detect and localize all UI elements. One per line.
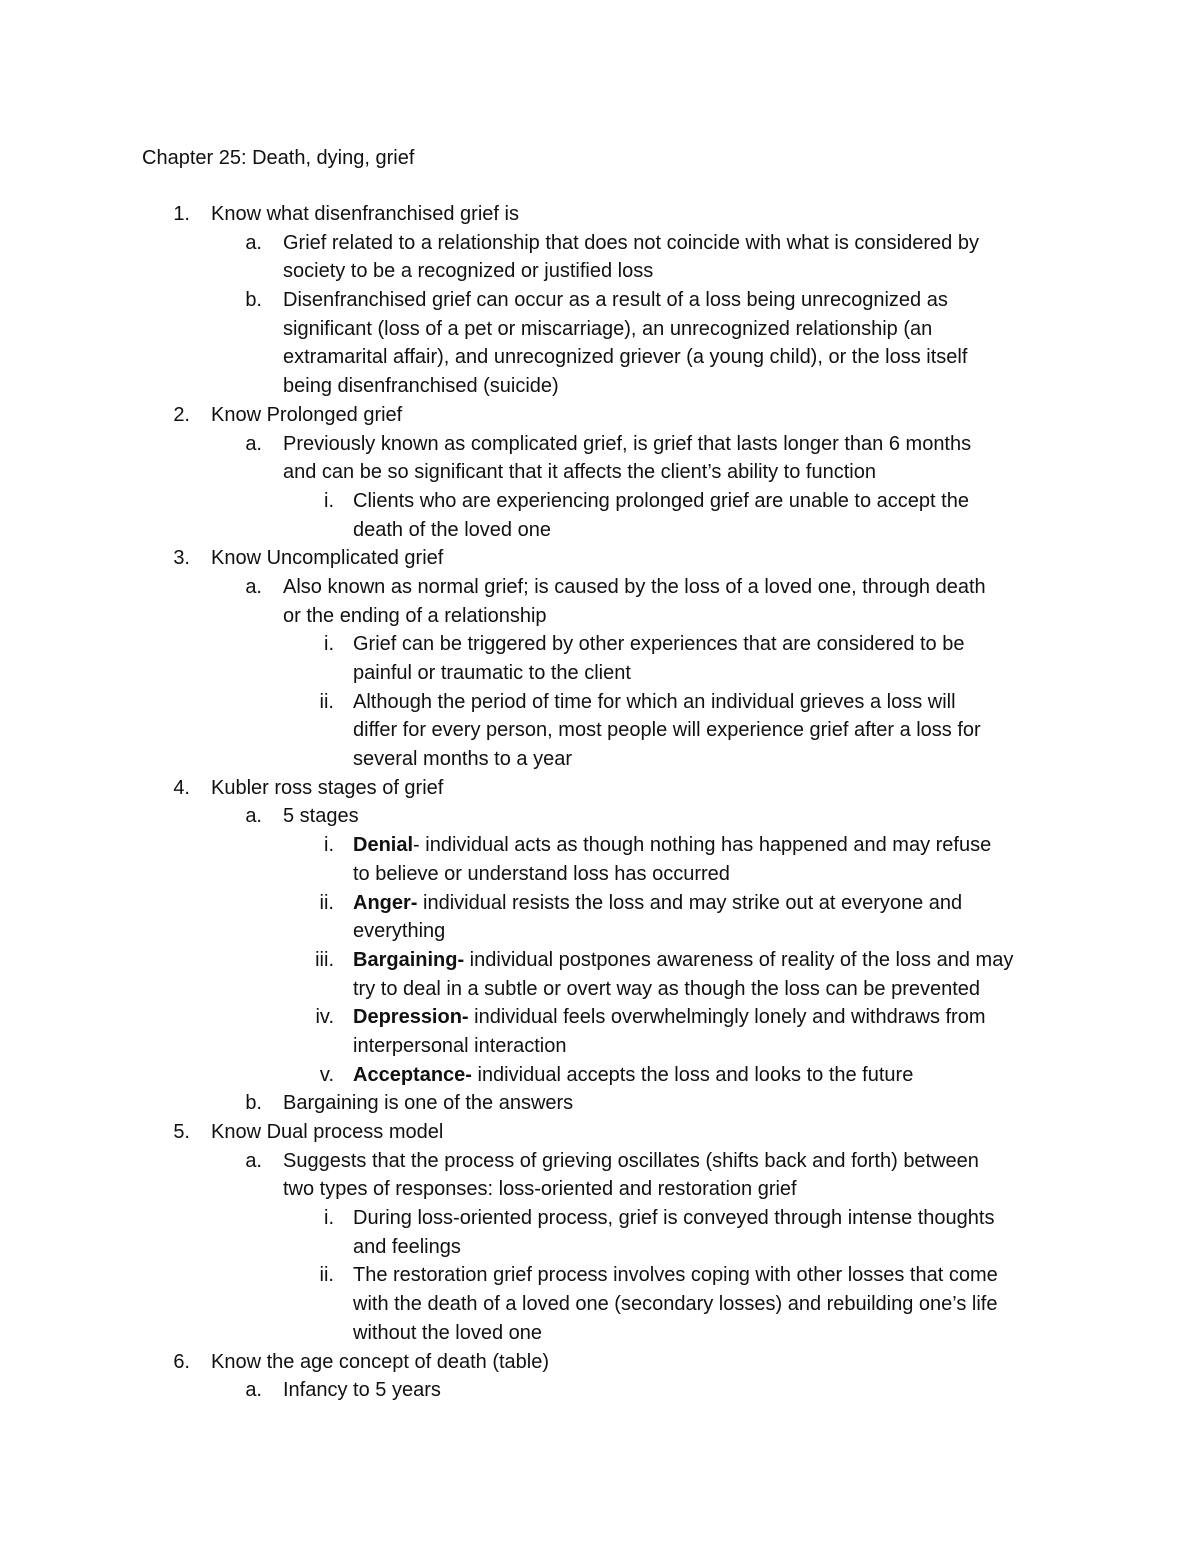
list-marker: 1. bbox=[173, 203, 190, 225]
item-line bbox=[0, 257, 1200, 286]
subitem-text: individual feels overwhelmingly lonely and withdraws from bbox=[468, 1006, 986, 1029]
subitem-text: interpersonal interaction bbox=[353, 1034, 567, 1057]
subitem-line bbox=[0, 860, 1200, 889]
item-text: being disenfranchised (suicide) bbox=[283, 375, 559, 398]
item-text: Previously known as complicated grief, is grief that lasts longer than 6 months bbox=[283, 432, 972, 455]
subitem-text: - individual acts as though nothing has happened and may refuse bbox=[413, 834, 992, 857]
line-text bbox=[353, 487, 969, 516]
item-text: Bargaining is one of the answers bbox=[283, 1092, 574, 1115]
subitem-text: The restoration grief process involves coping with other losses that come bbox=[353, 1264, 998, 1287]
line-text bbox=[353, 1061, 913, 1090]
subitem-line bbox=[0, 630, 1200, 659]
line-text bbox=[283, 257, 653, 286]
item-line bbox=[0, 458, 1200, 487]
subitem-line bbox=[0, 1233, 1200, 1262]
list-marker: iv. bbox=[315, 1006, 334, 1029]
line-text bbox=[283, 602, 547, 631]
subitem-line bbox=[0, 975, 1200, 1004]
list-marker: 4. bbox=[173, 776, 190, 799]
item-text: or the ending of a relationship bbox=[283, 604, 547, 627]
line-text bbox=[353, 659, 631, 688]
item-line bbox=[0, 1147, 1200, 1176]
subitem-line bbox=[0, 946, 1200, 975]
line-text bbox=[353, 917, 445, 946]
item-text: Grief related to a relationship that does not coincide with what is considered by bbox=[283, 231, 979, 254]
list-marker: a. bbox=[245, 575, 262, 598]
subitem-line bbox=[0, 1261, 1200, 1290]
list-marker: ii. bbox=[319, 1264, 334, 1287]
item-text: Also known as normal grief; is caused by the loss of a loved one, through death bbox=[283, 575, 986, 598]
line-text bbox=[283, 286, 948, 315]
line-text bbox=[353, 889, 962, 918]
line-text bbox=[353, 1233, 461, 1262]
heading-text: Know Dual process model bbox=[211, 1121, 444, 1143]
line-text bbox=[211, 774, 443, 803]
subitem-line bbox=[0, 688, 1200, 717]
subitem-text: everything bbox=[353, 920, 446, 943]
line-text bbox=[283, 343, 967, 372]
item-line bbox=[0, 343, 1200, 372]
subitem-line bbox=[0, 831, 1200, 860]
list-marker: v. bbox=[319, 1063, 334, 1086]
item-line bbox=[0, 602, 1200, 631]
item-line bbox=[0, 430, 1200, 459]
item-text: two types of responses: loss-oriented and restoration grief bbox=[283, 1178, 797, 1201]
line-text bbox=[283, 458, 876, 487]
line-text bbox=[283, 573, 986, 602]
list-marker: a. bbox=[245, 231, 262, 254]
subitem-line bbox=[0, 889, 1200, 918]
line-text bbox=[353, 1319, 542, 1348]
subitem-text: Grief can be triggered by other experiences that are considered to be bbox=[353, 633, 965, 656]
subitem-line bbox=[0, 659, 1200, 688]
list-marker: i. bbox=[324, 633, 334, 656]
list-marker: a. bbox=[245, 1149, 262, 1172]
line-text bbox=[211, 1118, 443, 1147]
line-text bbox=[353, 630, 964, 659]
heading-text: Know Uncomplicated grief bbox=[211, 547, 444, 570]
section-heading bbox=[0, 774, 1200, 803]
item-line bbox=[0, 315, 1200, 344]
item-line bbox=[0, 1089, 1200, 1118]
list-marker: a. bbox=[245, 805, 262, 828]
subitem-line bbox=[0, 716, 1200, 745]
subitem-text: Clients who are experiencing prolonged grief are unable to accept the bbox=[353, 489, 969, 512]
heading-text: Know the age concept of death (table) bbox=[211, 1350, 550, 1373]
line-text bbox=[283, 1376, 441, 1405]
item-text: extramarital affair), and unrecognized griever (a young child), or the loss itself bbox=[283, 346, 968, 369]
line-text bbox=[283, 315, 932, 344]
subitem-text: differ for every person, most people will experience grief after a loss for bbox=[353, 719, 981, 742]
subitem-line bbox=[0, 487, 1200, 516]
document-title: Chapter 25: Death, dying, grief bbox=[142, 147, 415, 169]
subitem-line bbox=[0, 1003, 1200, 1032]
subitem-line bbox=[0, 1319, 1200, 1348]
section-heading bbox=[0, 401, 1200, 430]
line-text bbox=[353, 516, 551, 545]
item-line bbox=[0, 1175, 1200, 1204]
list-marker: a. bbox=[245, 432, 262, 455]
line-text bbox=[353, 946, 1013, 975]
subitem-text: without the loved one bbox=[353, 1321, 543, 1344]
item-text: Suggests that the process of grieving oscillates (shifts back and forth) between bbox=[283, 1149, 979, 1172]
subitem-text: with the death of a loved one (secondary losses) and rebuilding one’s life bbox=[353, 1293, 998, 1316]
heading-text: Kubler ross stages of grief bbox=[211, 776, 444, 799]
subitem-line bbox=[0, 917, 1200, 946]
line-text bbox=[353, 1032, 566, 1061]
line-text bbox=[283, 1175, 797, 1204]
item-text: 5 stages bbox=[283, 805, 359, 828]
line-text bbox=[353, 745, 572, 774]
subitem-text: individual postpones awareness of reality of the loss and may bbox=[464, 948, 1014, 971]
subitem-text: Although the period of time for which an individual grieves a loss will bbox=[353, 690, 956, 713]
term-label: Acceptance- bbox=[353, 1063, 472, 1086]
term-label: Denial bbox=[353, 834, 414, 857]
line-text bbox=[353, 688, 956, 717]
subitem-text: several months to a year bbox=[353, 748, 572, 771]
item-line bbox=[0, 229, 1200, 258]
document-body bbox=[0, 200, 1200, 1405]
line-text bbox=[283, 372, 559, 401]
list-marker: ii. bbox=[319, 690, 334, 713]
item-line bbox=[0, 802, 1200, 831]
list-marker: b. bbox=[245, 289, 262, 312]
item-line bbox=[0, 286, 1200, 315]
item-text: Disenfranchised grief can occur as a result of a loss being unrecognized as bbox=[283, 289, 948, 312]
subitem-line bbox=[0, 1061, 1200, 1090]
line-text bbox=[353, 1003, 986, 1032]
item-line bbox=[0, 573, 1200, 602]
line-text bbox=[283, 1089, 573, 1118]
list-marker: b. bbox=[245, 1092, 262, 1115]
item-line bbox=[0, 372, 1200, 401]
line-text bbox=[211, 200, 519, 229]
list-marker: ii. bbox=[319, 891, 334, 914]
subitem-line bbox=[0, 745, 1200, 774]
subitem-line bbox=[0, 1290, 1200, 1319]
line-text bbox=[283, 1147, 979, 1176]
subitem-text: individual resists the loss and may strike out at everyone and bbox=[417, 891, 963, 914]
line-text bbox=[353, 831, 991, 860]
item-text: society to be a recognized or justified loss bbox=[283, 260, 654, 283]
subitem-line bbox=[0, 1204, 1200, 1233]
term-label: Depression- bbox=[353, 1006, 469, 1029]
term-label: Anger- bbox=[353, 891, 418, 914]
list-marker: i. bbox=[324, 489, 334, 512]
line-text bbox=[283, 802, 359, 831]
line-text bbox=[283, 229, 979, 258]
list-marker: i. bbox=[324, 834, 334, 857]
list-marker: iii. bbox=[315, 948, 334, 971]
line-text bbox=[353, 1290, 997, 1319]
subitem-text: individual accepts the loss and looks to the future bbox=[471, 1063, 914, 1086]
list-marker: i. bbox=[324, 1207, 334, 1230]
line-text bbox=[353, 1204, 994, 1233]
subitem-text: During loss-oriented process, grief is conveyed through intense thoughts bbox=[353, 1207, 995, 1230]
subitem-line bbox=[0, 516, 1200, 545]
line-text bbox=[353, 716, 981, 745]
line-text bbox=[283, 430, 971, 459]
heading-text: Know what disenfranchised grief is bbox=[211, 203, 519, 225]
subitem-text: try to deal in a subtle or overt way as though the loss can be prevented bbox=[353, 977, 981, 1000]
item-line bbox=[0, 1376, 1200, 1405]
heading-text: Know Prolonged grief bbox=[211, 403, 403, 426]
term-label: Bargaining- bbox=[353, 948, 465, 971]
line-text bbox=[353, 860, 730, 889]
section-heading bbox=[0, 200, 1200, 229]
section-heading bbox=[0, 1118, 1200, 1147]
line-text bbox=[211, 544, 443, 573]
item-text: significant (loss of a pet or miscarriage), an unrecognized relationship (an bbox=[283, 317, 933, 340]
item-text: and can be so significant that it affects the client’s ability to function bbox=[283, 461, 876, 484]
line-text bbox=[353, 975, 980, 1004]
list-marker: 3. bbox=[173, 547, 190, 570]
subitem-text: death of the loved one bbox=[353, 518, 551, 541]
subitem-line bbox=[0, 1032, 1200, 1061]
list-marker: 2. bbox=[173, 403, 190, 426]
subitem-text: painful or traumatic to the client bbox=[353, 662, 631, 684]
list-marker: 6. bbox=[173, 1350, 190, 1373]
line-text bbox=[211, 1348, 549, 1377]
list-marker: 5. bbox=[173, 1121, 190, 1143]
section-heading bbox=[0, 544, 1200, 573]
item-text: Infancy to 5 years bbox=[283, 1379, 441, 1402]
list-marker: a. bbox=[245, 1379, 262, 1402]
subitem-text: to believe or understand loss has occurred bbox=[353, 862, 730, 885]
section-heading bbox=[0, 1348, 1200, 1377]
subitem-text: and feelings bbox=[353, 1235, 461, 1258]
line-text bbox=[353, 1261, 998, 1290]
line-text bbox=[211, 401, 402, 430]
